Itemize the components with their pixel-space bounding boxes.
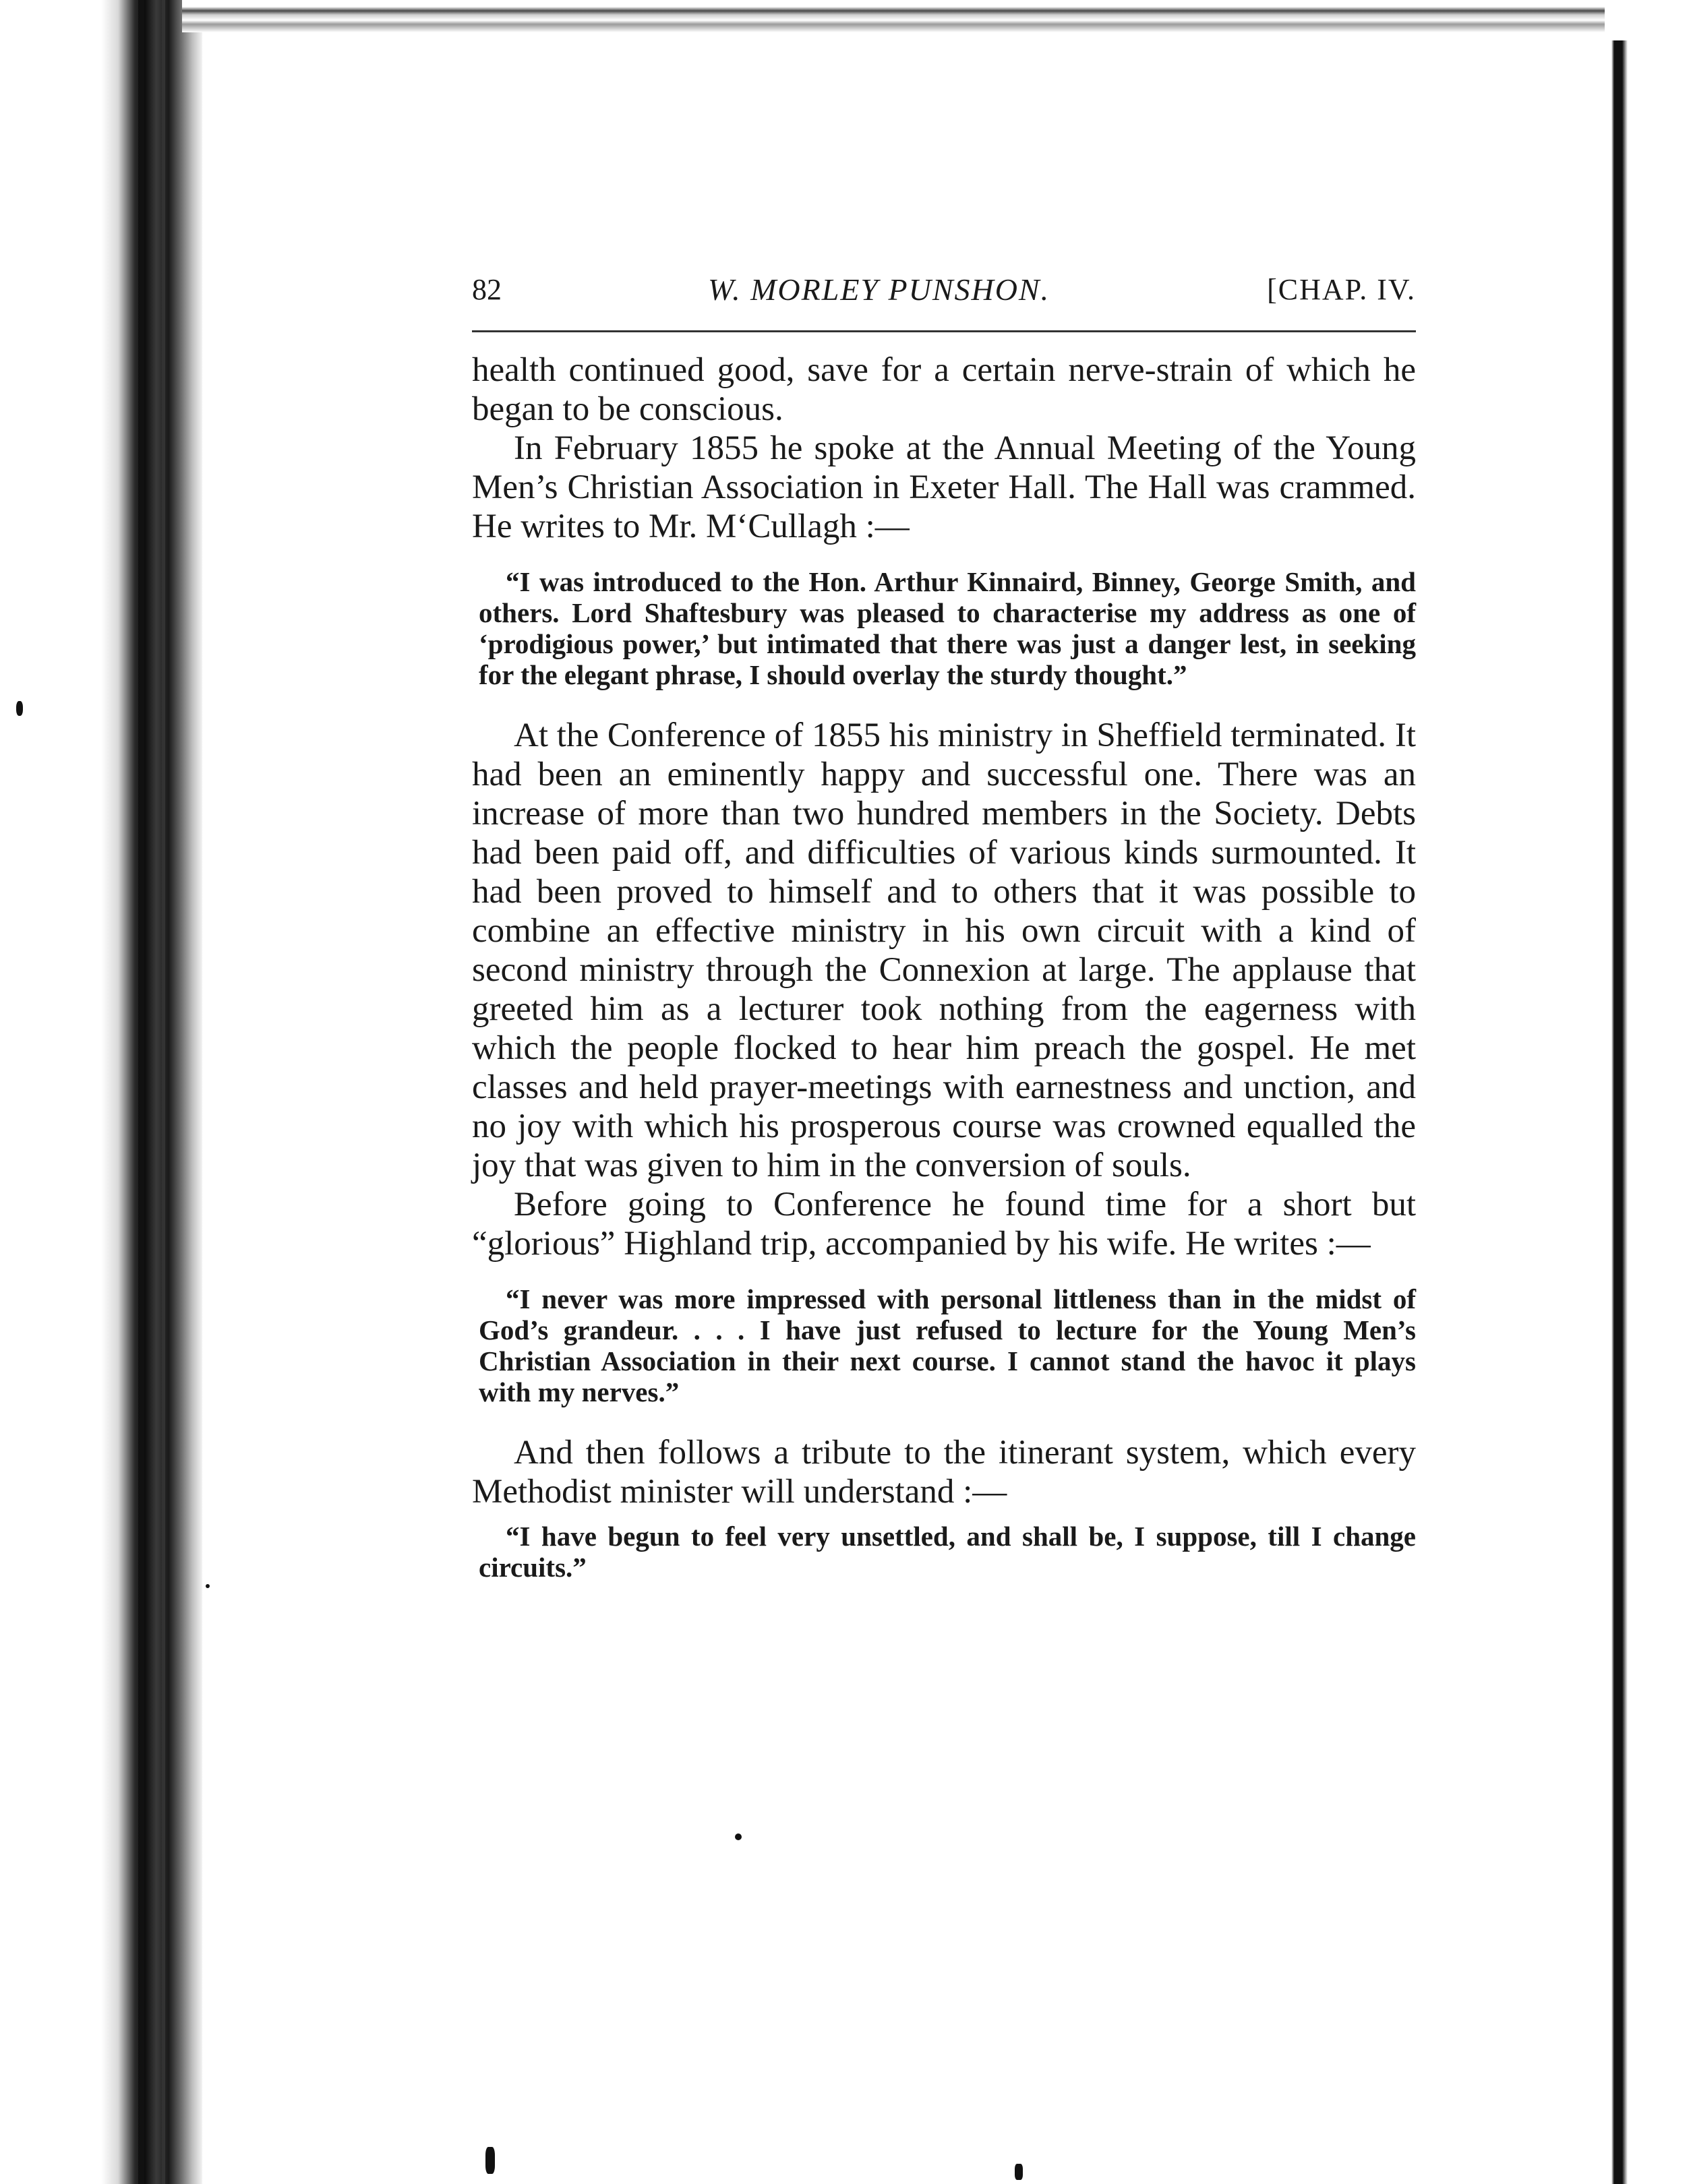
page-right-edge (1605, 40, 1691, 2184)
spine-streak (162, 0, 165, 2184)
paragraph: In February 1855 he spoke at the Annual Meeting of the Young Men’s Christian Association in Exeter Hall. The Hall was crammed. He writes to Mr. M‘Cullagh :— (472, 429, 1416, 545)
block-quote: “I never was more impressed with personal littleness than in the midst of God’s grandeur. . . . I have just refused to lecture for the Young Men’s Christian Association in their next course. I cannot stand the havoc it plays with my nerves.” (479, 1283, 1416, 1407)
scan-speck (1015, 2164, 1023, 2180)
page-number: 82 (472, 273, 502, 306)
body-text (472, 351, 1416, 1583)
scan-speck (485, 2147, 495, 2174)
scan-speck (16, 701, 23, 716)
page-header (472, 270, 1416, 317)
running-title: W. MORLEY PUNSHON. (708, 272, 1050, 307)
paragraph: Before going to Conference he found time for a short but “glorious” Highland trip, accompanied by his wife. He writes :— (472, 1186, 1416, 1263)
book-spine-shadow (0, 0, 202, 2184)
chapter-reference: [CHAP. IV. (1267, 273, 1416, 306)
paragraph: At the Conference of 1855 his ministry in Sheffield terminated. It had been an eminently happy and successful one. There was an increase of more than two hundred members in the Society. Debts had been paid off, and difficulties of various kinds surmounted. It had been proved to himself and to others that it was possible to combine an effective ministry in his own circuit with a kind of second ministry through the Connexion at large. The applause that greeted him as a lecturer took nothing from the eagerness with which the people flocked to hear him preach the gospel. He met classes and held prayer-meetings with earnestness and unction, and no joy with which his prosperous course was crowned equalled the joy that was given to him in the conversion of souls. (472, 717, 1416, 1184)
header-rule (472, 330, 1416, 332)
paragraph: And then follows a tribute to the itinerant system, which every Methodist minister will understand :— (472, 1434, 1416, 1511)
block-quote: “I was introduced to the Hon. Arthur Kinnaird, Binney, George Smith, and others. Lord Shaftesbury was pleased to characterise my address as one of ‘prodigious power,’ but intimated that there was just a danger lest, in seeking for the elegant phrase, I should overlay the sturdy thought.” (479, 566, 1416, 690)
block-quote: “I have begun to feel very unsettled, and shall be, I suppose, till I change circuits.” (479, 1521, 1416, 1583)
paragraph: health continued good, save for a certain nerve-strain of which he began to be conscious. (472, 351, 1416, 428)
spine-streak (138, 0, 144, 2184)
scan-speck (735, 1833, 742, 1840)
scan-speck (206, 1584, 210, 1588)
page-top-edge (182, 0, 1605, 32)
